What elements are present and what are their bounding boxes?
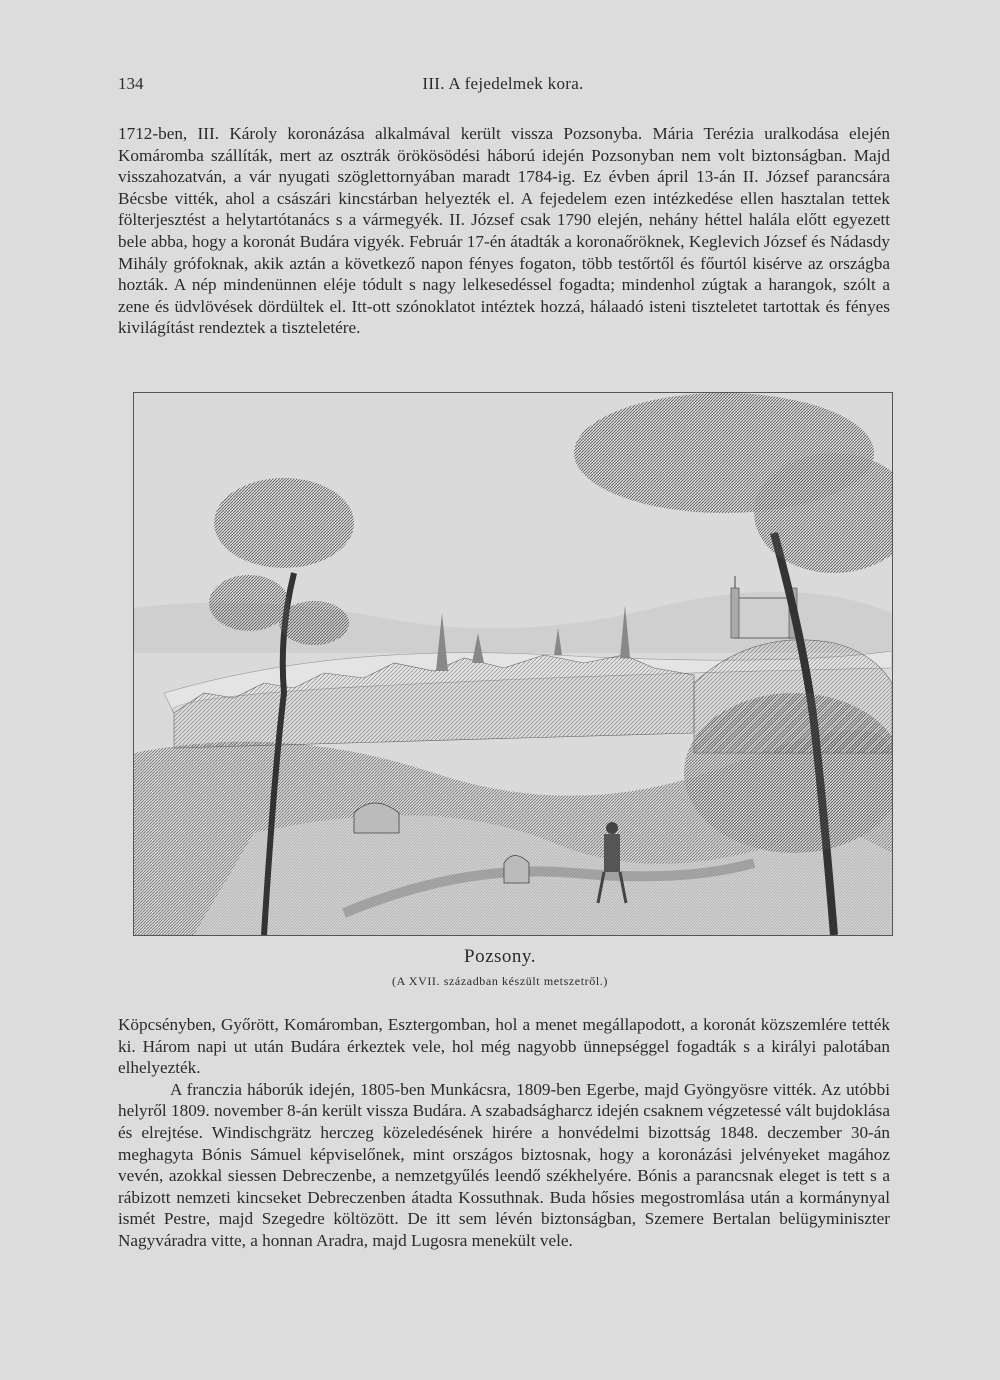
figure-caption-title: Pozsony.	[464, 946, 536, 967]
page-number: 134	[118, 74, 144, 93]
paragraph: 1712-ben, III. Károly koronázása alkalmával került vissza Pozsonyba. Mária Terézia uralkodása elején Komáromba szállíták, mert az osztrák örökösödési háború idején Pozsonyban nem volt biztonságban. Majd visszahozatván, a vár nyugati szöglettornyában maradt 1784-ig. Ez évben ápril 13-án II. József parancsára Bécsbe vitték, ahol a császári kincstárban helyezték el. A fejedelem ezen intézkedése ellen hasztalan tettek fölterjesztést a helytartótanács s a vármegyék. II. József csak 1790 elején, nehány héttel halála előtt egyezett bele abba, hogy a koronát Budára vigyék. Február 17-én átadták a koronaőröknek, Keglevich József és Nádasdy Mihály grófoknak, akik aztán a következő napon fényes fogaton, több testőrtől és főurtól kisérve az országba hozták. A nép mindenünnen eléje tódult s nagy lelkesedéssel fogadta; mindenhol zúgtak a harangok, szólt a zene és üdvlövések dördültek el. Itt-ott szónoklatot intéztek hozzá, hálaadó isteni tiszteletet tartottak és fényes kivilágítást rendeztek a tiszteletére.	[118, 124, 890, 338]
page-header	[118, 74, 888, 98]
body-text-bottom	[118, 1014, 890, 1252]
figure-caption-source: (A XVII. században készült metszetről.)	[392, 974, 608, 988]
body-text-top	[118, 123, 890, 339]
running-head: III. A fejedelmek kora.	[422, 74, 584, 93]
engraving-illustration	[133, 392, 893, 936]
paragraph: Köpcsényben, Győrött, Komáromban, Esztergomban, hol a menet megállapodott, a koronát közszemlére tették ki. Három napi ut után Budára érkeztek vele, hol még nagyobb ünnepséggel fogadták s a királyi palotában elhelyezték.	[118, 1015, 890, 1078]
paragraph: A franczia háborúk idején, 1805-ben Munkácsra, 1809-ben Egerbe, majd Gyöngyösre vitték. Az utóbbi helyről 1809. november 8-án került vissza Budára. A szabadságharcz idején csaknem végzetessé vált bujdoklása és elrejtése. Windischgrätz herczeg közeledésének hirére a honvédelmi bizottság 1848. deczember 30-án meghagyta Bónis Sámuel képviselőnek, mint országos biztosnak, hogy a koronázási jelvényeket magához vevén, azokkal siessen Debreczenbe, a nemzetgyűlés leendő székhelyére. Bónis a parancsnak eleget is tett s a rábizott nemzeti kincseket Debreczenben átadta Kossuthnak. Buda hősies megostromlása után a kormánynyal ismét Pestre, majd Szegedre költözött. De itt sem lévén biztonságban, Szemere Bertalan belügyminiszter Nagyváradra vitte, a honnan Aradra, majd Lugosra menekült vele.	[118, 1079, 890, 1250]
